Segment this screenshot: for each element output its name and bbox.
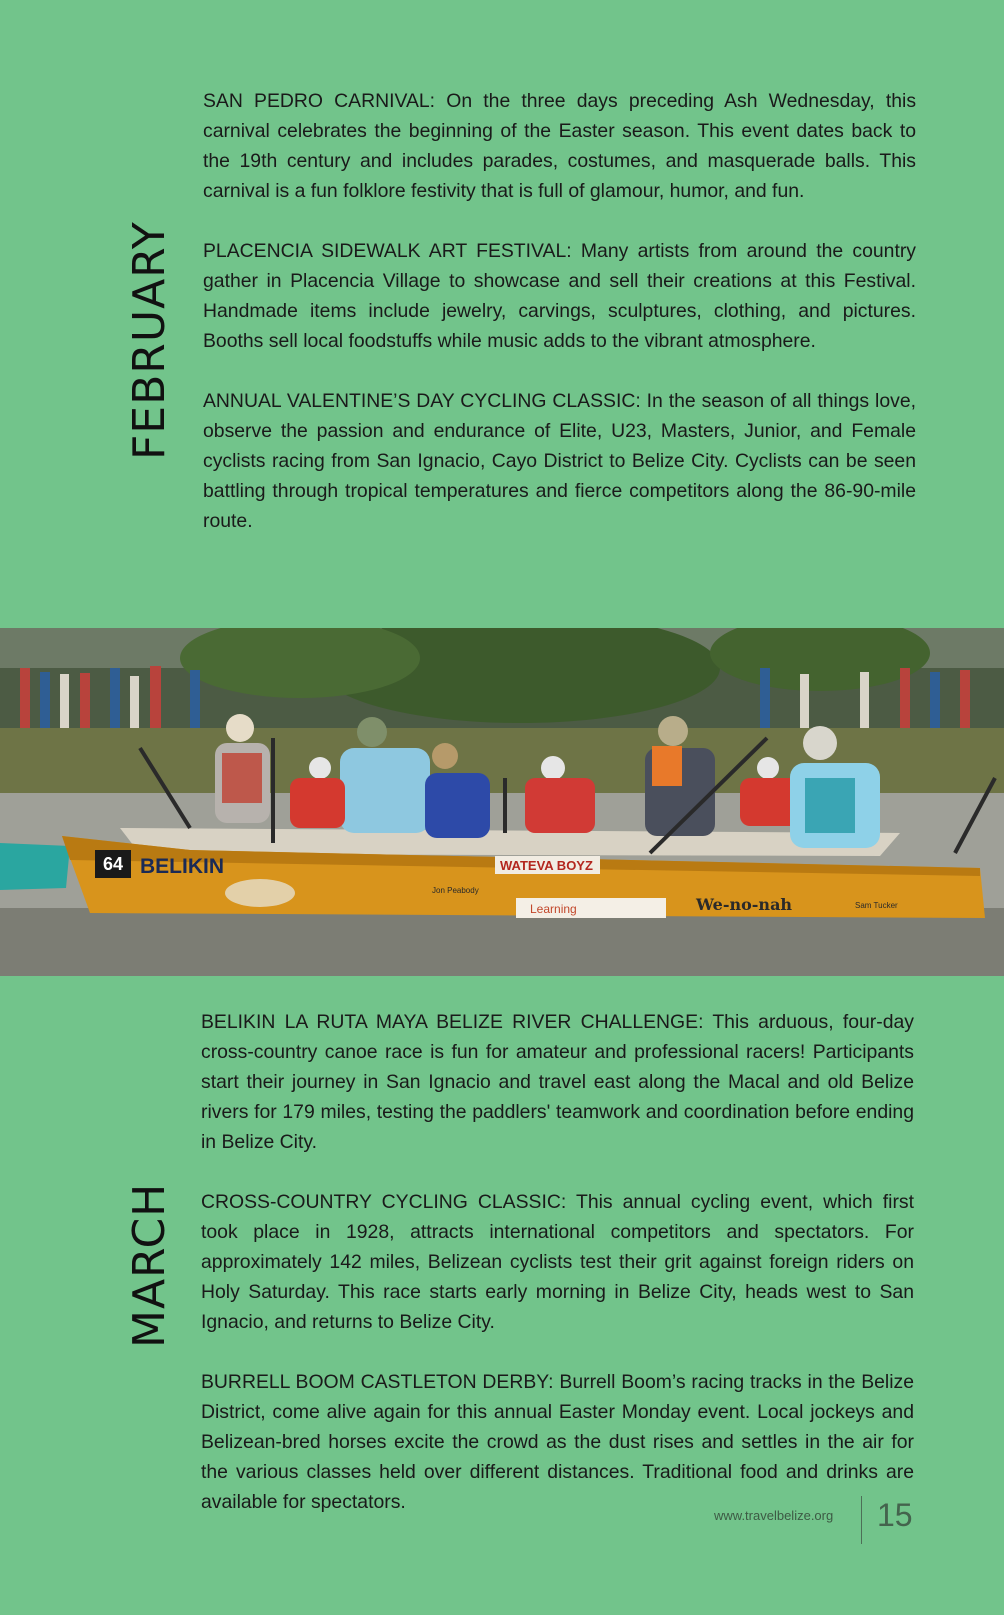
footer-url: www.travelbelize.org [714,1508,834,1523]
footer-divider [861,1496,862,1544]
event-title: BURRELL BOOM CASTLETON DERBY: [201,1371,554,1393]
canoe-race-photo [0,628,1004,976]
event-title: PLACENCIA SIDEWALK ART FESTIVAL: [203,240,572,262]
event-body: In the season of all things love, observe the passion and endurance of Elite, U23, Masters, Junior, and Female cyclists racing from San Ignacio, Cayo District to Belize City. Cyclists can be seen battling through tropical temperatures and fierce competitors along the 86-90-mile route. [203,390,916,532]
march-events [201,1007,914,1547]
month-label-march: MARCH [124,1182,175,1348]
event-title: BELIKIN LA RUTA MAYA BELIZE RIVER CHALLENGE: [201,1011,704,1033]
event-cross-country-cycling [201,1187,914,1337]
event-body: This arduous, four-day cross-country canoe race is fun for amateur and professional racers! Participants start their journey in San Ignacio and travel east along the Macal and old Belize rivers for 179 miles, testing the paddlers' teamwork and coordination before ending in Belize City. [201,1011,914,1153]
event-la-ruta-maya [201,1007,914,1157]
page-number: 15 [877,1497,913,1533]
event-valentines-cycling-classic [203,386,916,536]
february-events [203,86,916,566]
paddler-name: Sam Tucker [855,901,898,910]
event-title: CROSS-COUNTRY CYCLING CLASSIC: [201,1191,567,1213]
event-title: SAN PEDRO CARNIVAL: [203,90,436,112]
boat-sponsor: Learning [530,902,577,916]
boat-brand: BELIKIN [140,855,224,878]
boat-team: WATEVA BOYZ [500,858,593,873]
boat-number: 64 [102,854,124,874]
event-san-pedro-carnival [203,86,916,206]
event-body: On the three days preceding Ash Wednesday, this carnival celebrates the beginning of the Easter season. This event dates back to the 19th century and includes parades, costumes, and masquerade balls. This carnival is a fun folklore festivity that is full of glamour, humor, and fun. [203,90,917,202]
event-body: Many artists from around the country gather in Placencia Village to showcase and sell their creations at this Festival. Handmade items include jewelry, carvings, sculptures, clothing, and pictures. Booths sell local foodstuffs while music adds to the vibrant atmosphere. [203,240,916,352]
event-placencia-art-festival [203,236,916,356]
event-body: This annual cycling event, which first took place in 1928, attracts international competitors and spectators. For approximately 142 miles, Belizean cyclists test their grit against foreign riders on Holy Saturday. This race starts early morning in Belize City, heads west to San Ignacio, and returns to Belize City. [201,1191,914,1333]
event-title: ANNUAL VALENTINE’S DAY CYCLING CLASSIC: [203,390,641,412]
paddler-name: Jon Peabody [432,886,479,895]
event-castleton-derby [201,1367,914,1517]
event-body: Burrell Boom’s racing tracks in the Belize District, come alive again for this annual Easter Monday event. Local jockeys and Belizean-bred horses excite the crowd as the dust rises and settles in the air for the various classes held over different distances. Traditional food and drinks are available for spectators. [201,1371,915,1513]
boat-maker: We-no-nah [696,895,793,914]
month-label-february: FEBRUARY [124,221,175,460]
